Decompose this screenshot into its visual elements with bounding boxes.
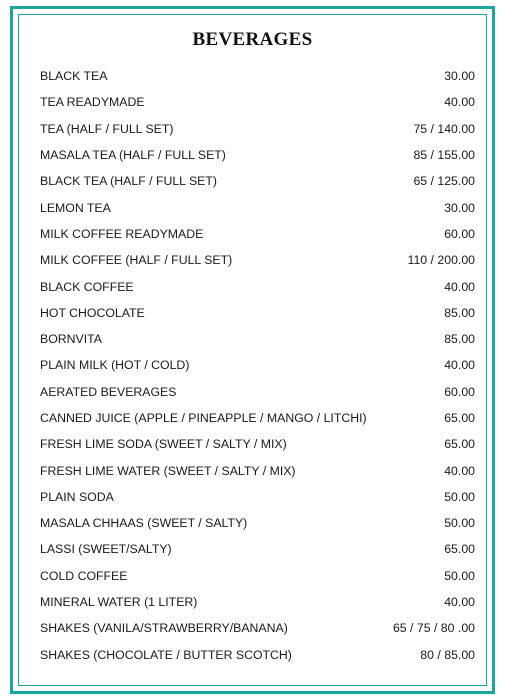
menu-item-row — [40, 589, 475, 615]
menu-item-price: 40.00 — [444, 279, 475, 294]
menu-item-name: FRESH LIME SODA (SWEET / SALTY / MIX) — [40, 437, 287, 452]
menu-item-name: COLD COFFEE — [40, 568, 128, 583]
menu-item-name: BORNVITA — [40, 332, 102, 347]
menu-item-name: MASALA CHHAAS (SWEET / SALTY) — [40, 516, 248, 531]
menu-item-price: 30.00 — [444, 200, 475, 215]
menu-item-name: MASALA TEA (HALF / FULL SET) — [40, 148, 226, 163]
menu-item-name: TEA READYMADE — [40, 95, 145, 110]
menu-item-name: LASSI (SWEET/SALTY) — [40, 542, 172, 557]
menu-item-price: 65.00 — [444, 542, 475, 557]
menu-item-row — [40, 63, 475, 89]
menu-item-row — [40, 405, 475, 431]
menu-item-name: SHAKES (VANILA/STRAWBERRY/BANANA) — [40, 621, 288, 636]
menu-item-row — [40, 194, 475, 220]
menu-item-price: 65.00 — [444, 437, 475, 452]
menu-item-price: 65.00 — [444, 411, 475, 425]
menu-title: BEVERAGES — [192, 29, 313, 50]
menu-item-name: MILK COFFEE READYMADE — [40, 226, 204, 241]
menu-item-price: 85 / 155.00 — [413, 148, 475, 163]
menu-item-row — [40, 379, 475, 405]
menu-item-price: 85.00 — [444, 305, 475, 320]
menu-item-name: AERATED BEVERAGES — [40, 384, 177, 399]
menu-item-row — [40, 300, 475, 326]
menu-item-name: MILK COFFEE (HALF / FULL SET) — [40, 253, 233, 268]
menu-item-price: 75 / 140.00 — [413, 121, 475, 136]
beverage-list — [40, 63, 475, 668]
menu-item-price: 60.00 — [444, 226, 475, 241]
menu-item-name: PLAIN MILK (HOT / COLD) — [40, 358, 190, 373]
menu-item-row — [40, 457, 475, 483]
menu-item-price: 50.00 — [444, 489, 475, 504]
menu-item-row — [40, 536, 475, 562]
menu-item-price: 60.00 — [444, 384, 475, 399]
menu-item-row — [40, 642, 475, 668]
menu-item-price: 30.00 — [444, 69, 475, 84]
menu-item-price: 65 / 75 / 80 .00 — [392, 621, 475, 636]
menu-item-name: LEMON TEA — [40, 200, 111, 215]
menu-item-row — [40, 484, 475, 510]
menu-item-row — [40, 510, 475, 536]
menu-item-price: 110 / 200.00 — [407, 253, 475, 268]
menu-item-name: CANNED JUICE (APPLE / PINEAPPLE / MANGO / LITCHI) — [40, 411, 367, 425]
menu-item-row — [40, 89, 475, 115]
menu-item-price: 85.00 — [444, 332, 475, 347]
menu-item-row — [40, 431, 475, 457]
menu-item-name: FRESH LIME WATER (SWEET / SALTY / MIX) — [40, 463, 296, 478]
menu-item-name: HOT CHOCOLATE — [40, 305, 145, 320]
menu-item-name: BLACK COFFEE — [40, 279, 134, 294]
menu-item-row — [40, 142, 475, 168]
menu-item-price: 50.00 — [444, 516, 475, 531]
menu-item-row — [40, 273, 475, 299]
menu-item-name: BLACK TEA (HALF / FULL SET) — [40, 174, 217, 189]
menu-item-row — [40, 221, 475, 247]
menu-item-name: PLAIN SODA — [40, 489, 114, 504]
menu-item-price: 40.00 — [444, 95, 475, 110]
menu-item-name: MINERAL WATER (1 LITER) — [40, 595, 198, 610]
menu-item-row — [40, 326, 475, 352]
menu-item-price: 65 / 125.00 — [413, 174, 475, 189]
menu-item-price: 40.00 — [444, 463, 475, 478]
menu-item-row — [40, 168, 475, 194]
menu-item-row — [40, 352, 475, 378]
menu-item-row — [40, 247, 475, 273]
menu-item-price: 40.00 — [444, 358, 475, 373]
menu-item-name: SHAKES (CHOCOLATE / BUTTER SCOTCH) — [40, 647, 292, 662]
menu-item-row — [40, 615, 475, 641]
menu-item-name: BLACK TEA — [40, 69, 108, 84]
menu-item-row — [40, 116, 475, 142]
menu-item-price: 40.00 — [444, 595, 475, 610]
menu-item-row — [40, 563, 475, 589]
menu-item-price: 80 / 85.00 — [420, 647, 475, 662]
menu-item-price: 50.00 — [444, 568, 475, 583]
menu-item-name: TEA (HALF / FULL SET) — [40, 121, 174, 136]
